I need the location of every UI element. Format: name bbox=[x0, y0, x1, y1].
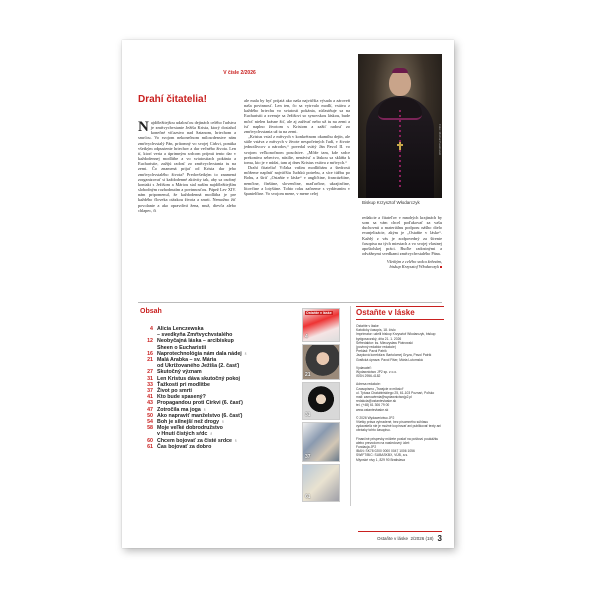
signature-line-1: Všetkým z celého srdca žehnám, bbox=[386, 259, 442, 265]
toc-entry-title: Skutočný význam bbox=[157, 369, 202, 376]
toc-page-number: 27 bbox=[147, 369, 153, 376]
testimony-icon: ♁ bbox=[233, 437, 238, 444]
footer-label: Ostaňte v láske bbox=[376, 536, 408, 541]
toc-row[interactable] bbox=[140, 444, 298, 450]
thumb-portrait bbox=[302, 344, 340, 380]
thumb-cover bbox=[302, 308, 340, 342]
thumb-landscape bbox=[302, 464, 340, 502]
editorial-column-2 bbox=[244, 98, 350, 196]
editorial-paragraph: ajdôležitejšou udalosťou dejinách celého ľudstva je zmŕtvychvstanie Ježiša Krista, ktorý dosiahol konečné víťazstvo nad Satanom, hriechom a smrťou. Vo svojom nekonečnom milosrdenstve nám zmŕtvychvstalý Pán, prítomný vo svojej Cirkvi, ponúka všetkým odpustenie hriechov a dar večného života. Len tí, ktorí veria a úprimným srdcom prijmú tento dar v každodennej modlitbe a vo sviatostiach pokánia a Eucharistie, zažijú radosť zo zmŕtvychvstania tu na zemi. Čo znamená prijať od Krista dar jeho zmŕtvychvstalého života? Predovšetkým to znamená zorganizovať si každodenné aktivity tak, aby sa osobný kontakt s Ježišom a Máriou stal naším najdôležitejším slobodným rozhodnutím a povinnosťou. Pápež Lev XIV. nám pripomenul, že každodenná modlitba je pre každého človeka otázkou života a smrti. Nemožno žiť povolanie a ako opravdivá žena, muž, dievča alebo chlapec, či bbox=[138, 120, 236, 213]
testimony-icon: ♁ bbox=[221, 419, 225, 426]
page-footer bbox=[358, 534, 442, 543]
toc-page-number: 43 bbox=[147, 400, 153, 407]
thumb-page-number: 37 bbox=[305, 454, 311, 460]
editorial-paragraph: Drahí čitatelia! Vďaka vašim modlitbám a štedrosti môžeme naplniť najväčšiu ľudskú potrebu, a síce túžbu po Bohu, a šíriť „Ostaňte v láske“ v angličtine, francúzštine, nemčine, čínštine, slovenčine, maďarčine, ukrajinčine, litovčine a lotyštine. Tohto roku začneme s vydávaním v španielčine. Vo svojom mene, v mene celej bbox=[244, 165, 350, 196]
toc-page-number: 61 bbox=[147, 443, 153, 450]
toc-entry-title: Zotročila ma joga bbox=[157, 406, 201, 413]
thumb-scene bbox=[302, 422, 340, 462]
imprint-block: Adresa redakcie: Czasopismo „Trwajcie w miłości“ ul. Tytusa Chałubińskiego 25, 61-103 Poznań, Poľsko mail: zamowienia@wydawnictwojp2.pl redakcia@ostantevlaske.sk tel. (+48) 61 306 79 00 www.ostantevlaske.sk bbox=[356, 382, 435, 412]
editorial-paragraph: „Kristus vstal z mŕtvych v konkrétnom okamihu dejín, ale stále vstáva z mŕtvych v živote nespočetných ľudí, v živote jednotlivcov a národov,“ povedal svätý Ján Pavol II. vo svojom veľkonočnom posolstve. „Môže tam, kde srdce prekonáva sebectvo, násilie, nenávisť a láskou sa skláňa k tomu, kto je v núdzi, tam aj dnes Kristus vstáva z mŕtvych.“ bbox=[244, 134, 350, 165]
toc-title: Obsah bbox=[140, 308, 162, 315]
photo-caption: Biskup Krzysztof Włodarczyk bbox=[362, 200, 420, 205]
toc-page-number: 37 bbox=[147, 388, 153, 395]
thumb-logo: Ostaňte v láske bbox=[306, 311, 332, 315]
testimony-icon: ♁ bbox=[202, 406, 207, 413]
toc-entry-title: Alicia Lenczewska bbox=[157, 326, 204, 332]
toc-entry-title: Ako napraviť manželstvo (6. časť) bbox=[157, 412, 243, 419]
editorial-column-1 bbox=[138, 120, 236, 213]
testimony-icon: ♁ bbox=[209, 431, 214, 438]
toc-entry-title: Propagandou proti Cirkvi (6. časť) bbox=[157, 400, 243, 407]
toc-entry-title: Život po smrti bbox=[157, 388, 193, 395]
editorial-paragraph: redakcie a čitateľov v mnohých krajinách by som sa vám chcel poďakovať za vašu duchovnú a materiálnu podporu nášho dielo evanjelizácie, akým je „Ostaňte v láske“. Každý z vás je zodpovedný za šírenie časopisu na tých miestach a vo svojej vlastnej apoštolskej práci. Buďte radostnými a odvážnymi svedkami zmŕtvychvstalého Pána. bbox=[362, 215, 442, 257]
toc-entry-title: Kto bude spasený? bbox=[157, 394, 206, 401]
testimony-icon: ♁ bbox=[243, 350, 248, 357]
photo-figure-zucchetto bbox=[392, 68, 408, 73]
toc-entry-title: Malá Arabka – sv. Mária bbox=[157, 357, 217, 364]
toc-entry-title: Čas bojovať za dobro bbox=[157, 443, 212, 450]
page-number: 3 bbox=[437, 534, 442, 543]
toc-entry-title: Chcem bojovať za čisté srdce bbox=[157, 437, 232, 444]
pectoral-cross-icon bbox=[397, 142, 403, 150]
toc-page-number: 16 bbox=[147, 350, 153, 357]
footer-rule bbox=[358, 531, 442, 532]
toc-page-number: 21 bbox=[147, 357, 153, 364]
editorial-column-3 bbox=[362, 215, 442, 270]
toc-entry-title: v Hnutí čistých sŕdc bbox=[157, 431, 208, 438]
imprint bbox=[356, 306, 444, 466]
toc-page-number: 31 bbox=[147, 375, 153, 382]
signature-line-2: biskup Krzysztof Włodarczyk bbox=[389, 264, 439, 270]
thumb-page-number: 4 bbox=[305, 334, 308, 340]
thumb-nun bbox=[302, 382, 340, 420]
magazine-page bbox=[122, 40, 454, 548]
end-mark-icon bbox=[440, 266, 442, 268]
toc-entry-title: od Ukrižovaného Ježiša (2. časť) bbox=[157, 363, 240, 370]
photo-figure-buttons bbox=[399, 110, 401, 190]
toc-page-number: 41 bbox=[147, 394, 153, 401]
toc-page-number: 4 bbox=[150, 326, 153, 332]
toc-entry-title: Naprotechnológia nám dala nádej bbox=[157, 350, 242, 357]
thumb-page-number: 61 bbox=[305, 494, 311, 500]
thumb-page-number: 31 bbox=[305, 412, 311, 418]
photo-figure-head bbox=[389, 70, 411, 96]
imprint-block: Ostaňte v láske Katolícky časopis, 18. číslo Imprimatur: udelil biskup Krzysztof Włodarczyk, biskup bydgoszczský, dňa 21. 1. 2026 Šéfredaktor: ks. Mieczysław Piotrowski (povinný redaktor redakcie) Preklad: Pavol Patrík Jazyková korektúra: Bartolomej Gryza, Pavol Patrík Grafická úprava: Pavol Fišer, Mária Lutomská bbox=[356, 324, 436, 362]
issue-header: V čísle 2/2026 bbox=[223, 70, 256, 76]
imprint-block: Vydavateľ: Wydawnictwo JP2 sp. z o.o. ISSN 2956-4182 bbox=[356, 365, 398, 379]
photo-credit: Foto: Michał Pawłowski bbox=[438, 124, 442, 156]
toc-page-number: 58 bbox=[147, 425, 153, 432]
thumb-page-number: 21 bbox=[305, 372, 311, 378]
editorial-title: Drahí čitatelia! bbox=[138, 94, 207, 105]
toc-entry-title: Len Kristus dáva skutočný pokoj bbox=[157, 375, 241, 382]
toc-page-number: 54 bbox=[147, 419, 153, 426]
bishop-photo bbox=[358, 54, 442, 198]
imprint-title: Ostaňte v láske bbox=[356, 306, 444, 320]
column-divider bbox=[350, 306, 351, 506]
footer-issue: 2/2026 (18) bbox=[410, 536, 434, 541]
toc-page-number: 12 bbox=[147, 338, 153, 345]
toc-page-number: 50 bbox=[147, 412, 153, 419]
table-of-contents bbox=[140, 326, 298, 450]
section-divider bbox=[138, 302, 442, 303]
toc-entry-title: Ťažkosti pri modlitbe bbox=[157, 381, 210, 388]
toc-page-number: 60 bbox=[147, 437, 153, 444]
toc-page-number: 47 bbox=[147, 406, 153, 413]
drop-cap: N bbox=[138, 119, 149, 135]
toc-entry-title: Boh je silnejší než drogy bbox=[157, 419, 220, 426]
toc-entry-title: – svedkyňa Zmŕtvychvstalého bbox=[157, 332, 233, 339]
toc-entry-title: Neobyčajná láska – arcibiskup bbox=[157, 338, 234, 345]
imprint-block: © 2026 Wydawnictwo JP2 Všetky práva vyhradené, bez písomného súhlasu vydavateľa nie je možné kopírovať ani publikovať texty ani obrázky tohto časopisu. bbox=[356, 415, 441, 433]
toc-entry-title: Moje veľké dobrodružstvo bbox=[157, 425, 223, 432]
toc-page-number: 33 bbox=[147, 381, 153, 388]
toc-entry-title: Sheen o Eucharistii bbox=[157, 344, 207, 351]
editorial-paragraph: ale mala by byť prijatá ako naša najväčšia výsada a zároveň naša povinnosť. Len ten, čo sa vytrvalo modlí, vstáva z každého hriechu vo sviatosti pokánia, zúčastňuje sa na Eucharistii a zveruje sa Ježišovi so synovskou láskou, bude môcť nielen krásne žiť, ale aj zažívať nebo už tu na zemi a ísť naplno životom s Kristom a zažiť radosť zo zmŕtvychvstania už tu na zemi. bbox=[244, 98, 350, 134]
imprint-block: Finančné prispevky môžete poslať na poštovú poukážku alebo prevodom na nasledovný účet: Fundacja JP2 IBAN: SK78 0200 0000 0047 1006 1056 SWIFT/BIC: SUBASKBX, VÚB, a.s. Mlynské nivy 1, 829 90 Bratislava bbox=[356, 436, 439, 462]
